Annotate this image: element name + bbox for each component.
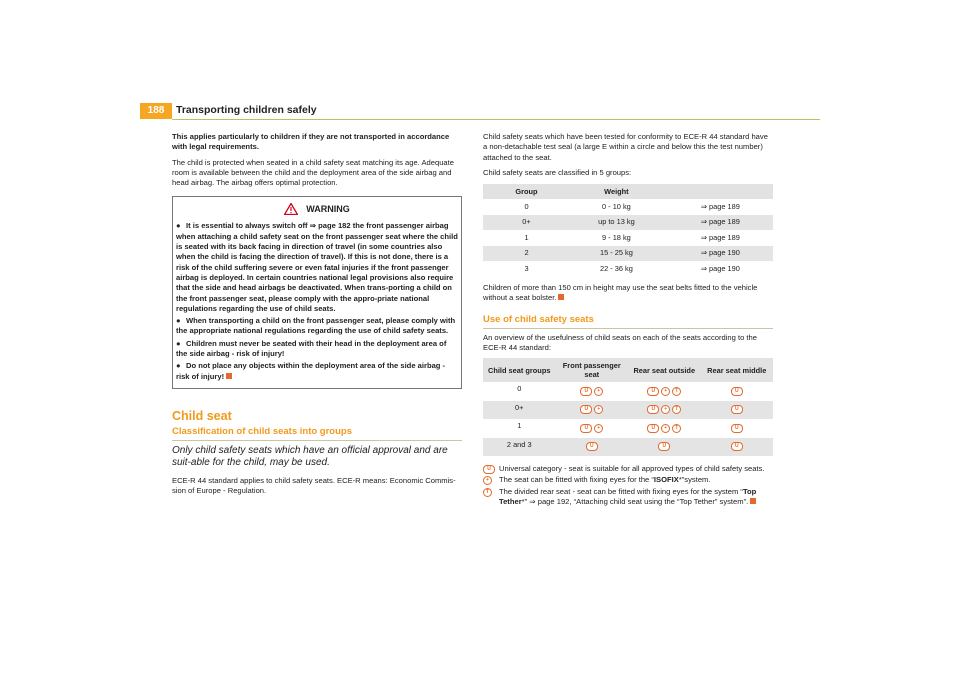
isofix-icon: + [661,405,670,414]
bullet-icon: ● [176,316,181,326]
page-link[interactable]: ⇒ page 189 [700,232,740,242]
page-link[interactable]: ⇒ page 190 [663,246,773,262]
warning-item: ● When transporting a child on the front passenger seat, please comply with the appropriate national regulations regarding the use of child safety seats. [176,316,456,336]
page-header [140,103,820,119]
intro-italic: Only child safety seats which have an official approval and are suit-able for the child, may be used. [172,444,448,469]
legend-item: T The divided rear seat - seat can be fitted with fixing eyes for the system “Top Tether*” ⇒ page 192, “Attaching child seat using the “Top Tether” system”. [483,487,773,508]
isofix-icon: + [661,424,670,433]
table-header: Rear seat outside [628,358,701,382]
warning-item: ● Children must never be seated with their head in the deployment area of the side airbag - risk of injury! [176,338,447,359]
top-tether-icon: T [672,424,681,433]
legend-item: + The seat can be fitted with fixing eyes for the “ISOFIX*”system. [483,475,773,485]
warning-header [176,197,458,221]
table-row: 0 0 - 10 kg ⇒ page 189 [483,199,773,215]
table-row: 0+ U + U + T U [483,401,773,420]
warning-item: ● Do not place any objects within the deployment area of the side airbag - risk of injury! [176,361,446,381]
page-link[interactable]: *” ⇒ page 192, “Attaching child seat using the “Top Tether” system”. [521,497,749,507]
universal-icon: U [580,424,592,433]
universal-icon: U [580,405,592,414]
section-title: Child seat [172,408,232,423]
table-row: 0+ up to 13 kg ⇒ page 189 [483,215,773,231]
legend [483,464,773,507]
height-paragraph: Children of more than 150 cm in height may use the seat belts fitted to the vehicle without a seat bolster. [483,282,758,302]
chapter-title: Transporting children safely [176,104,317,116]
table-header: Rear seat middle [701,358,774,382]
table-header [663,184,773,199]
subsection-title: Classification of child seats into groups [172,427,462,440]
universal-icon: U [647,424,659,433]
table-header: Group [483,184,570,199]
end-mark-icon [558,294,564,300]
universal-icon: U [731,387,743,396]
universal-icon: U [731,442,743,451]
intro-bold-paragraph: This applies particularly to children if they are not transported in accordance with legal requirements. [172,132,450,152]
table-header: Front passenger seat [556,358,629,382]
isofix-icon: + [594,387,603,396]
end-mark-icon [226,373,232,379]
universal-icon: U [586,442,598,451]
universal-icon: U [647,387,659,396]
universal-icon: U [731,424,743,433]
table-row: 0 U + U + T U [483,382,773,401]
table-row: 1 9 - 18 kg ⇒ page 189 [483,230,773,246]
warning-title: WARNING [306,204,350,215]
ece-paragraph: ECE-R 44 standard applies to child safety seats. ECE-R means: Economic Commis-sion of Europe - Regulation. [172,475,456,495]
page-number: 188 [140,103,172,119]
bullet-icon: ● [176,221,181,231]
overview-paragraph: An overview of the usefulness of child seats on each of the seats according to the ECE-R 44 standard: [483,332,757,352]
classified-paragraph: Child safety seats are classified in 5 groups: [483,167,632,177]
use-subsection-title: Use of child safety seats [483,315,773,328]
right-column [483,132,773,508]
warning-box [172,196,462,388]
universal-icon: U [580,387,592,396]
usage-table [483,358,773,456]
table-row: 2 15 - 25 kg ⇒ page 190 [483,246,773,262]
isofix-icon: + [594,424,603,433]
bullet-icon: ● [176,361,181,371]
table-header: Child seat groups [483,358,556,382]
table-row: 3 22 - 36 kg ⇒ page 190 [483,261,773,277]
warning-item: ● It is essential to always switch off ⇒ page 182 the front passenger airbag when attaching a child safety seat on the front passenger seat where the child is seated with its back facing in direction of travel (in some countries also when the child is facing the direction of travel). If this is not done, there is a risk of the child suffering severe or even fatal injuries if the front passenger airbag is deployed. In certain countries national legal provisions also require that the side and head airbags be deactivated. When trans-porting a child on the front passenger seat, please comply with the appro-priate national regulations regarding the use of child seats. [176,221,458,313]
bullet-icon: ● [176,338,181,348]
universal-icon: U [647,405,659,414]
groups-table [483,184,773,277]
table-row: 1 U + U + T U [483,419,773,438]
warning-triangle-icon [284,203,298,215]
table-row: 2 and 3 U U U [483,438,773,457]
end-mark-icon [750,498,756,504]
page-link[interactable]: ⇒ page 189 [700,201,740,211]
isofix-icon: + [594,405,603,414]
universal-icon: U [483,465,495,474]
universal-icon: U [731,405,743,414]
isofix-icon: + [661,387,670,396]
protection-paragraph: The child is protected when seated in a child safety seat matching its age. Adequate room is available between the child and the deployment area of the side airbag and head airbag. The airbag offers optimal protection. [172,157,454,188]
top-tether-icon: T [483,488,492,497]
page-link[interactable]: ⇒ page 190 [700,263,740,273]
top-tether-icon: T [672,405,681,414]
header-divider [172,119,820,120]
left-column [172,132,462,501]
top-tether-icon: T [672,387,681,396]
table-header: Weight [570,184,663,199]
universal-icon: U [658,442,670,451]
test-seal-paragraph: Child safety seats which have been tested for conformity to ECE-R 44 standard have a non-detachable test seal (a large E within a circle and below this the test number) attached to the seat. [483,132,768,162]
page-link[interactable]: ⇒ page 189 [663,215,773,231]
isofix-icon: + [483,476,492,485]
legend-item: U Universal category - seat is suitable for all approved types of child safety seats. [483,464,773,474]
